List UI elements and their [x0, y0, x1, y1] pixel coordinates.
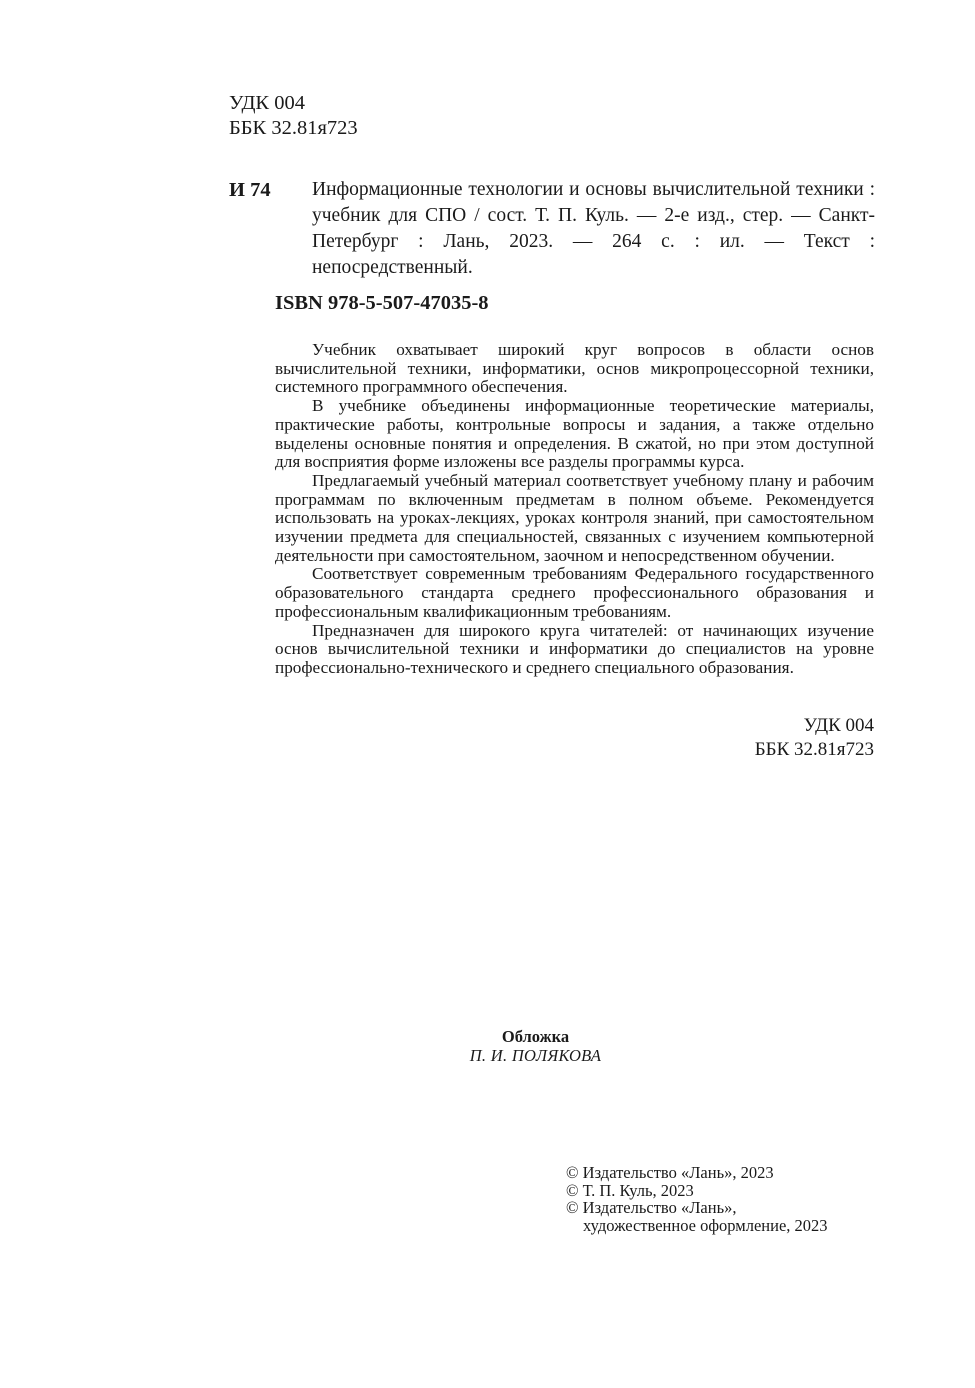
udk-code: УДК 004: [803, 715, 874, 736]
cover-designer: П. И. ПОЛЯКОВА: [469, 1046, 602, 1065]
udk-code: УДК 004: [229, 92, 305, 114]
bbk-code: ББК 32.81я723: [229, 117, 358, 139]
cover-credit: [0, 1027, 975, 1065]
annotation-paragraph: В учебнике объединены информационные теоретические материалы, практические работы, контрольные вопросы и задания, а также отдельно выделены основные понятия и определения. В сжатой, но при этом доступной для восприятия форме изложены все разделы программы курса.: [275, 396, 874, 472]
copyright-line: © Т. П. Куль, 2023: [566, 1180, 694, 1200]
bibliographic-entry: [229, 177, 875, 281]
classification-codes-bottom: [755, 714, 874, 762]
copyright-notices: [566, 1164, 828, 1234]
isbn: ISBN 978-5-507-47035-8: [275, 292, 489, 314]
copyright-line: художественное оформление, 2023: [583, 1215, 828, 1235]
bbk-code: ББК 32.81я723: [754, 739, 874, 760]
annotation-paragraph: Предназначен для широкого круга читателей: от начинающих изучение основ вычислительной техники и информатики до специалистов на уровне профессионально-технического и среднего специального образования.: [275, 620, 874, 677]
annotation-paragraph: Соответствует современным требованиям Федерального государственного образовательного стандарта среднего профессионального образования и профессиональным квалификационным требованиям.: [275, 564, 874, 621]
annotation-paragraph: Предлагаемый учебный материал соответствует учебному плану и рабочим программам по включенным предметам в полном объеме. Рекомендуется использовать на уроках-лекциях, уроках контроля знаний, при самостоятельном изучении предмета для специальностей, связанных с изучением компьютерной деятельности при самостоятельном, заочном и непосредственном обучении.: [275, 470, 874, 565]
annotation-paragraph: Учебник охватывает широкий круг вопросов в области основ вычислительной техники, информатики, основ микропроцессорной техники, системного программного обеспечения.: [275, 340, 874, 397]
cover-label: Обложка: [501, 1027, 570, 1046]
classification-codes-top: [229, 91, 358, 141]
copyright-line: © Издательство «Лань»,: [566, 1198, 737, 1217]
author-mark: И 74: [229, 179, 271, 201]
bibliographic-description: Информационные технологии и основы вычислительной техники : учебник для СПО / сост. Т. П. Куль. — 2-е изд., стер. — Санкт-Петербург : Лань, 2023. — 264 с. : ил. — Текст : непосредственный.: [312, 179, 875, 278]
annotation: [275, 341, 874, 678]
copyright-line: © Издательство «Лань», 2023: [566, 1163, 774, 1182]
